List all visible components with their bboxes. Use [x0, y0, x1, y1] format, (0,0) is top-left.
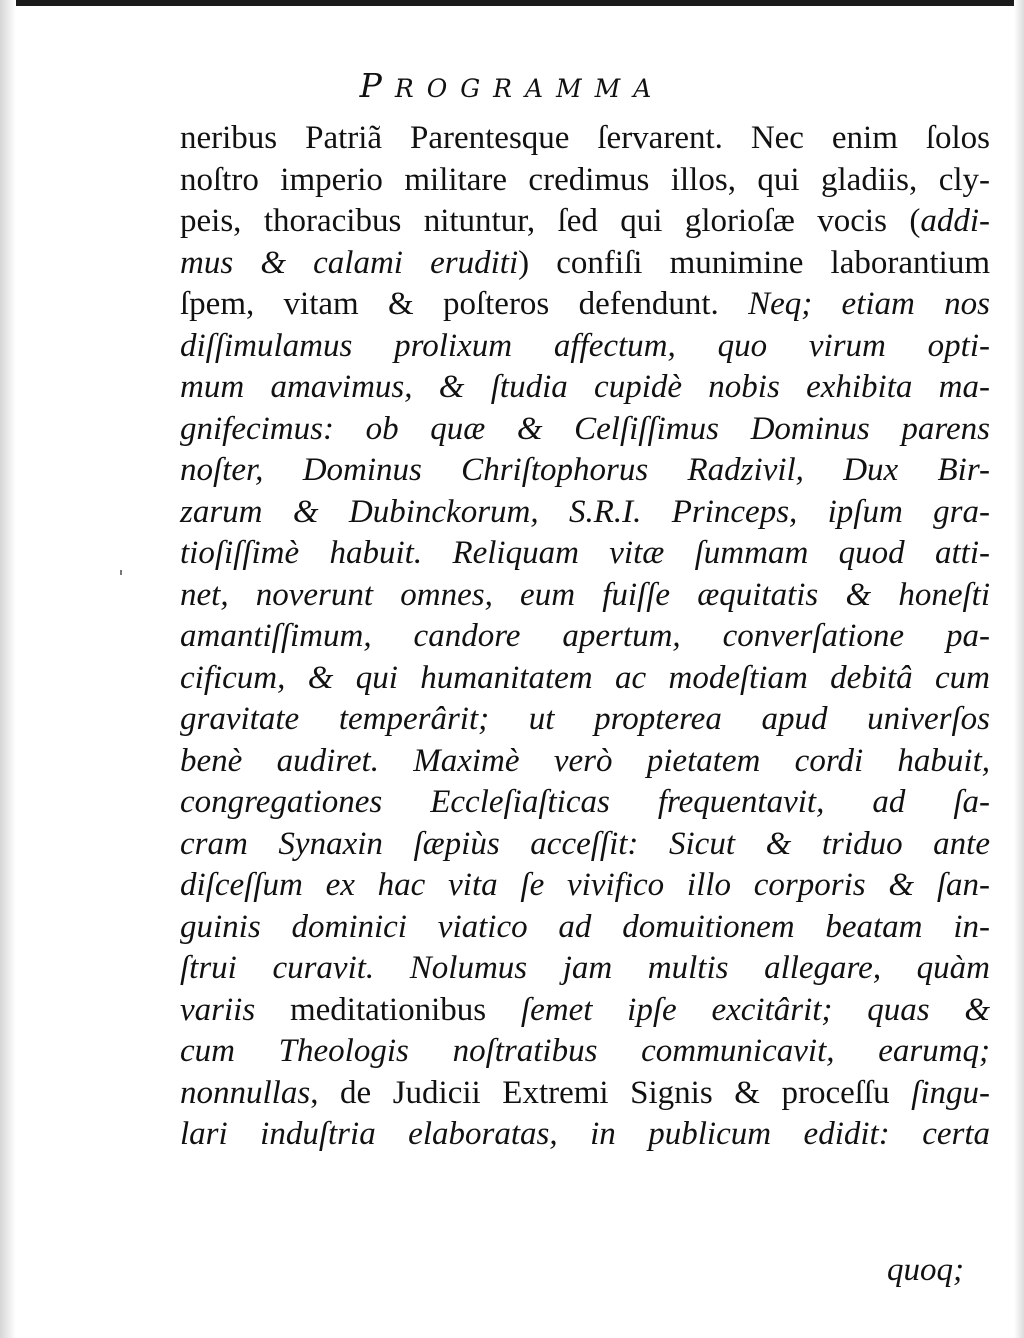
italic-run: guinis dominici viatico ad domuitionem beatam in- — [180, 908, 990, 945]
margin-speck — [120, 570, 122, 575]
running-head-rest: ROGRAMMA — [394, 74, 665, 103]
italic-run: benè audiret. Maximè verò pietatem cordi habuit, — [180, 742, 990, 779]
text-line — [180, 616, 990, 658]
italic-run: noſter, Dominus Chriſtophorus Radzivil, Dux Bir- — [180, 452, 990, 488]
italic-run: mus & calami eruditi — [180, 244, 519, 281]
text-line — [180, 948, 990, 990]
text-line — [180, 824, 990, 866]
scan-top-edge — [0, 0, 1024, 6]
italic-run: mum amavimus, & ſtudia cupidè nobis exhibita ma- — [180, 369, 990, 405]
italic-run: amantiſſimum, candore apertum, converſatione pa- — [180, 618, 990, 654]
italic-run: ſemet ipſe excitârit; quas & — [520, 991, 991, 1028]
italic-run: congregationes Eccleſiaſticas frequentavit, ad ſa- — [180, 784, 990, 820]
italic-run: addi- — [920, 203, 990, 239]
text-line — [180, 865, 990, 907]
text-line — [180, 367, 990, 409]
italic-run: cificum, & qui humanitatem ac modeſtiam debitâ cum — [180, 659, 990, 696]
italic-run: variis — [180, 991, 290, 1028]
text-line — [180, 782, 990, 824]
text-line — [180, 1031, 990, 1073]
roman-run: neribus Patriã Parentesque ſervarent. Nec enim ſolos — [180, 120, 990, 156]
italic-run: net, noverunt omnes, eum fuiſſe æquitatis & honeſti — [180, 576, 990, 613]
italic-run: lari induſtria elaboratas, in publicum edidit: certa — [180, 1116, 990, 1152]
italic-run: cram Synaxin ſæpiùs acceſſit: Sicut & triduo ante — [180, 825, 990, 862]
text-line — [180, 575, 990, 617]
text-line — [180, 741, 990, 783]
italic-run: nonnullas — [180, 1074, 311, 1111]
text-line — [180, 326, 990, 368]
text-line — [180, 284, 990, 326]
roman-run: ) confiſi munimine laborantium — [518, 244, 990, 281]
italic-run: gravitate temperârit; ut propterea apud univerſos — [180, 701, 990, 737]
scan-right-edge — [1014, 0, 1024, 1338]
roman-run: meditationibus — [289, 991, 521, 1028]
roman-run: noſtro imperio militare credimus illos, qui gladiis, cly- — [180, 161, 990, 198]
text-line — [180, 160, 990, 202]
text-line — [180, 243, 990, 285]
italic-run: tioſiſſimè habuit. Reliquam vitæ ſummam quod atti- — [180, 535, 990, 571]
text-line — [180, 699, 990, 741]
scan-left-edge — [0, 0, 16, 1338]
text-line — [180, 1114, 990, 1156]
catchword: quoq; — [887, 1252, 964, 1288]
running-head-initial: P — [359, 66, 395, 105]
text-line — [180, 1073, 990, 1115]
text-line — [180, 492, 990, 534]
text-line — [180, 990, 990, 1032]
text-line — [180, 201, 990, 243]
italic-run: Neq; etiam nos — [748, 286, 991, 322]
body-text — [180, 118, 990, 1156]
text-line — [180, 118, 990, 160]
text-line — [180, 450, 990, 492]
italic-run: cum Theologis noſtratibus communicavit, earumq; — [180, 1033, 990, 1069]
italic-run: diſſimulamus prolixum affectum, quo virum opti- — [180, 327, 990, 364]
italic-run: ſingu- — [911, 1074, 990, 1111]
italic-run: ſtrui curavit. Nolumus jam multis allegare, quàm — [180, 950, 990, 986]
italic-run: diſceſſum ex hac vita ſe vivifico illo corporis & ſan- — [180, 867, 990, 903]
running-head — [0, 66, 1024, 105]
text-line — [180, 409, 990, 451]
text-line — [180, 907, 990, 949]
italic-run: zarum & Dubinckorum, S.R.I. Princeps, ipſum gra- — [180, 493, 990, 530]
roman-run: peis, thoracibus nituntur, ſed qui glorioſæ vocis ( — [180, 203, 921, 239]
italic-run: gnifecimus: ob quæ & Celſiſſimus Dominus parens — [180, 410, 990, 447]
roman-run: , de Judicii Extremi Signis & proceſſu — [310, 1074, 912, 1111]
roman-run: ſpem, vitam & poſteros defendunt. — [180, 286, 749, 322]
text-line — [180, 533, 990, 575]
text-line — [180, 658, 990, 700]
